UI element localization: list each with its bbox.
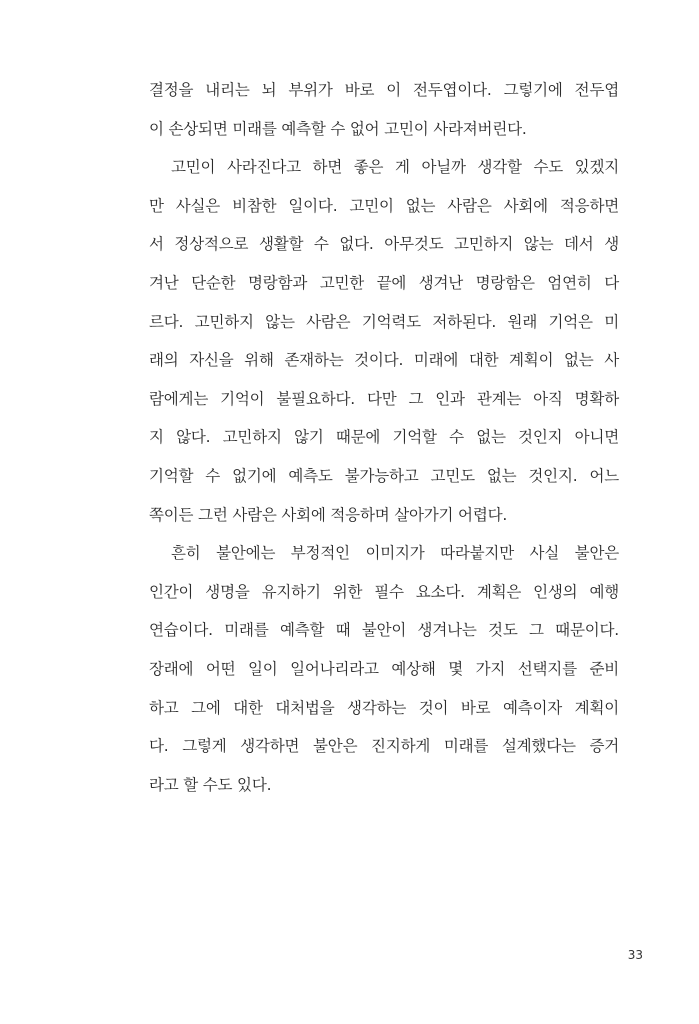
- text-line: 만 사실은 비참한 일이다. 고민이 없는 사람은 사회에 적응하면: [149, 196, 619, 215]
- text-line: 서 정상적으로 생활할 수 없다. 아무것도 고민하지 않는 데서 생: [149, 235, 619, 254]
- text-line: 장래에 어떤 일이 일어나리라고 예상해 몇 가지 선택지를 준비: [149, 659, 619, 678]
- text-line: 래의 자신을 위해 존재하는 것이다. 미래에 대한 계획이 없는 사: [149, 351, 619, 370]
- text-line: 겨난 단순한 명랑함과 고민한 끝에 생겨난 명랑함은 엄연히 다: [149, 273, 619, 292]
- body-text: [149, 71, 619, 804]
- text-line: 하고 그에 대한 대처법을 생각하는 것이 바로 예측이자 계획이: [149, 698, 619, 717]
- text-line: 인간이 생명을 유지하기 위한 필수 요소다. 계획은 인생의 예행: [149, 582, 619, 601]
- text-line: 고민이 사라진다고 하면 좋은 게 아닐까 생각할 수도 있겠지: [171, 158, 619, 177]
- text-line: 흔히 불안에는 부정적인 이미지가 따라붙지만 사실 불안은: [171, 544, 619, 563]
- text-line: 라고 할 수도 있다.: [149, 775, 272, 794]
- text-line: 람에게는 기억이 불필요하다. 다만 그 인과 관계는 아직 명확하: [149, 389, 619, 408]
- text-line: 연습이다. 미래를 예측할 때 불안이 생겨나는 것도 그 때문이다.: [149, 621, 619, 640]
- text-line: 결정을 내리는 뇌 부위가 바로 이 전두엽이다. 그렇기에 전두엽: [149, 81, 619, 99]
- text-line: 다. 그렇게 생각하면 불안은 진지하게 미래를 설계했다는 증거: [149, 737, 619, 756]
- text-line: 르다. 고민하지 않는 사람은 기억력도 저하된다. 원래 기억은 미: [149, 312, 619, 331]
- text-line: 이 손상되면 미래를 예측할 수 없어 고민이 사라져버린다.: [149, 119, 527, 138]
- text-line: 쪽이든 그런 사람은 사회에 적응하며 살아가기 어렵다.: [149, 505, 508, 524]
- page-number: 33: [627, 948, 643, 962]
- text-line: 기억할 수 없기에 예측도 불가능하고 고민도 없는 것인지. 어느: [149, 466, 619, 485]
- text-line: 지 않다. 고민하지 않기 때문에 기억할 수 없는 것인지 아니면: [149, 428, 619, 447]
